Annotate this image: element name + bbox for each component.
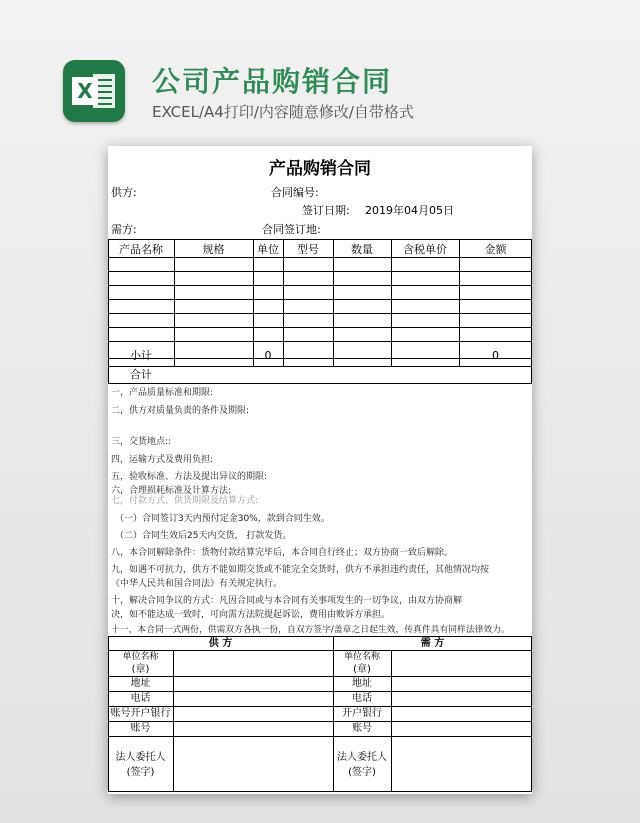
buyer-signature-label: (签字) xyxy=(348,767,376,778)
term-line: 十一，本合同一式两份，供需双方各执一份，自双方签字/盖章之日起生效，传真件具有同样法律效力。 xyxy=(111,625,510,635)
buyer-address-label: 地址 xyxy=(352,678,372,689)
page-title: 公司产品购销合同 xyxy=(152,65,393,98)
buyer-unit-name-label: 单位名称 xyxy=(343,652,380,662)
buyer-phone-label: 电话 xyxy=(352,693,372,704)
supplier-address-label: 地址 xyxy=(130,678,151,689)
term-line: （一）合同签订3天内预付定金30%，款到合同生效。 xyxy=(115,514,330,524)
col-header-model: 型号 xyxy=(297,243,319,256)
supplier-seal-label: (章) xyxy=(131,664,150,675)
sign-date: 2019年04月05日 xyxy=(365,204,454,217)
supplier-label: 供方: xyxy=(111,186,137,199)
col-header-quantity: 数量 xyxy=(351,243,373,256)
buyer-account-label: 账号 xyxy=(352,723,372,734)
col-header-unit-price: 含税单价 xyxy=(403,243,447,256)
term-line: 五，验收标准、方法及提出异议的期限: xyxy=(111,472,268,482)
term-line: 三，交货地点:: xyxy=(111,437,172,447)
contract-no-label: 合同编号: xyxy=(271,186,319,199)
term-line: 二，供方对质量负责的条件及期限: xyxy=(111,406,250,416)
buyer-section-title: 需 方 xyxy=(420,638,445,649)
total-label: 合计 xyxy=(130,368,152,381)
term-line: 十，解决合同争议的方式：凡因合同或与本合同有关事项发生的一切争议，由双方协商解 xyxy=(111,596,463,606)
contract-title: 产品购销合同 xyxy=(269,159,371,179)
buyer-bank-label: 开户银行 xyxy=(342,708,382,719)
term-line: 八，本合同解除条件：货物付款结算完毕后，本合同自行终止；双方协商一致后解除。 xyxy=(111,548,454,558)
buyer-legal-rep-label: 法人委托人 xyxy=(337,752,387,763)
term-line: 决，如不能达成一致时，可向需方法院提起诉讼，费用由败诉方承担。 xyxy=(111,610,391,620)
term-line: 一，产品质量标准和期限: xyxy=(111,388,214,398)
excel-letter: X xyxy=(72,77,98,105)
contract-document xyxy=(108,146,532,794)
supplier-signature-label: (签字) xyxy=(126,767,155,778)
supplier-account-bank-label: 账号开户银行 xyxy=(110,708,171,719)
buyer-label: 需方: xyxy=(111,223,137,236)
excel-icon xyxy=(63,60,125,122)
supplier-section-title: 供 方 xyxy=(208,638,233,649)
col-header-spec: 规格 xyxy=(202,243,225,256)
term-line: 七，付款方式、供货期限及结算方式: xyxy=(111,496,259,506)
sign-date-label: 签订日期: xyxy=(302,204,350,217)
subtotal-label: 小计 xyxy=(130,349,152,362)
sign-place-label: 合同签订地: xyxy=(262,223,321,236)
subtotal-unit: 0 xyxy=(264,349,272,362)
col-header-amount: 金额 xyxy=(484,243,507,256)
buyer-seal-label: (章) xyxy=(353,664,371,675)
subtotal-amount: 0 xyxy=(492,349,499,362)
supplier-legal-rep-label: 法人委托人 xyxy=(115,752,166,763)
supplier-account-label: 账号 xyxy=(130,723,151,734)
col-header-product: 产品名称 xyxy=(119,243,163,256)
col-header-unit: 单位 xyxy=(257,243,279,256)
term-line: 《中华人民共和国合同法》有关规定执行。 xyxy=(111,579,283,589)
supplier-phone-label: 电话 xyxy=(130,693,151,704)
supplier-unit-name-label: 单位名称 xyxy=(122,652,159,662)
page-subtitle: EXCEL/A4打印/内容随意修改/自带格式 xyxy=(152,103,414,121)
term-line: （二）合同生效后25天内交货， 打款发货。 xyxy=(115,531,292,541)
term-line: 六，合理损耗标准及计算方法: xyxy=(111,486,232,496)
term-line: 九，如遇不可抗力，供方不能如期交货或不能完全交货时，供方不承担违约责任，其他情况均按 xyxy=(111,565,490,575)
term-line: 四，运输方式及费用负担: xyxy=(111,455,214,465)
